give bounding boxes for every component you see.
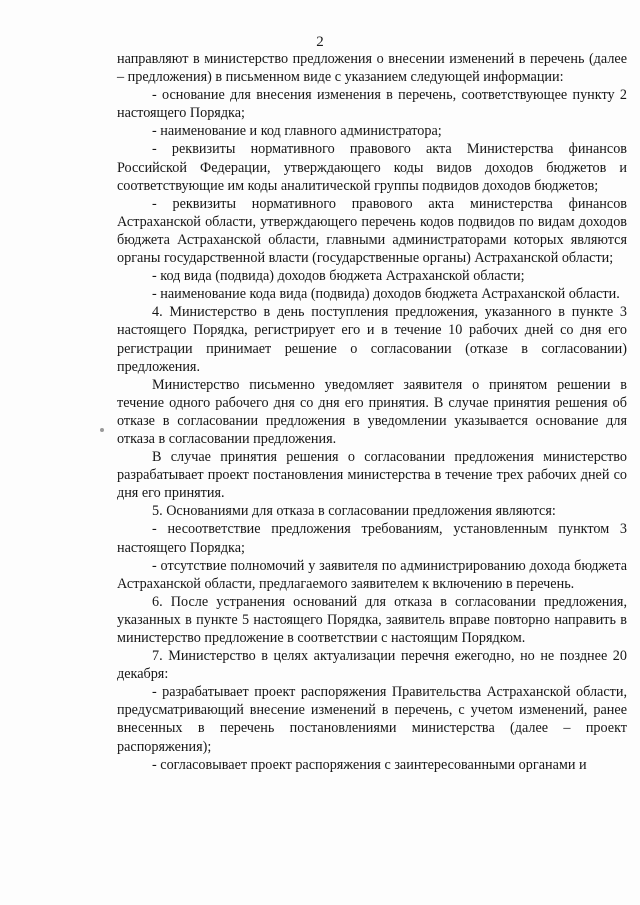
paragraph: 5. Основаниями для отказа в согласовании предложения являются: [152,503,556,520]
paragraph: - отсутствие полномочий у заявителя по администрированию дохода бюджета Астраханской области, предлагаемого заявителем к включению в перечень. [117,557,627,592]
document-body [117,50,627,774]
paragraph: - реквизиты нормативного правового акта министерства финансов Астраханской области, утверждающего перечень кодов подвидов по видам доходов бюджета Астраханской области, главными администраторами которых являются органы государственной власти (государственные органы) Астраханской области; [117,195,627,267]
page-number: 2 [316,34,324,50]
paragraph: - наименование и код главного администратора; [152,123,442,140]
paragraph: - разрабатывает проект распоряжения Правительства Астраханской области, предусматривающий внесение изменений в перечень, с учетом изменений, ранее внесенных в перечень постановлениями министерства (далее – проект распоряжения); [117,684,627,755]
paragraph: - несоответствие предложения требованиям, установленным пунктом 3 настоящего Порядка; [117,521,627,556]
paragraph: - основание для внесения изменения в перечень, соответствующее пункту 2 настоящего Порядка; [117,87,627,122]
paragraph: - наименование кода вида (подвида) доходов бюджета Астраханской области. [152,286,620,303]
paragraph: В случае принятия решения о согласовании предложения министерство разрабатывает проект постановления министерства в течение трех рабочих дней со дня его принятия. [117,449,627,502]
paragraph: 7. Министерство в целях актуализации перечня ежегодно, но не позднее 20 декабря: [117,648,627,683]
margin-mark [100,428,104,432]
paragraph: - реквизиты нормативного правового акта Министерства финансов Российской Федерации, утверждающего коды видов доходов бюджетов и соответствующие им коды аналитической группы подвидов доходов бюджетов; [117,141,627,194]
paragraph: 4. Министерство в день поступления предложения, указанного в пункте 3 настоящего Порядка, регистрирует его и в течение 10 рабочих дней со дня его регистрации принимает решение о согласовании (отказе в согласовании) предложения. [117,304,627,375]
paragraph: Министерство письменно уведомляет заявителя о принятом решении в течение одного рабочего дня со дня его принятия. В случае принятия решения об отказе в согласовании предложения в уведомлении указывается основание для отказа в согласовании предложения. [117,376,627,447]
paragraph: - согласовывает проект распоряжения с заинтересованными органами и [152,756,587,773]
paragraph: направляют в министерство предложения о внесении изменений в перечень (далее – предложения) в письменном виде с указанием следующей информации: [117,51,627,86]
paragraph: 6. После устранения оснований для отказа в согласовании предложения, указанных в пункте 5 настоящего Порядка, заявитель вправе повторно направить в министерство предложение в соответствии с настоящим Порядком. [117,593,627,646]
paragraph: - код вида (подвида) доходов бюджета Астраханской области; [152,268,525,285]
